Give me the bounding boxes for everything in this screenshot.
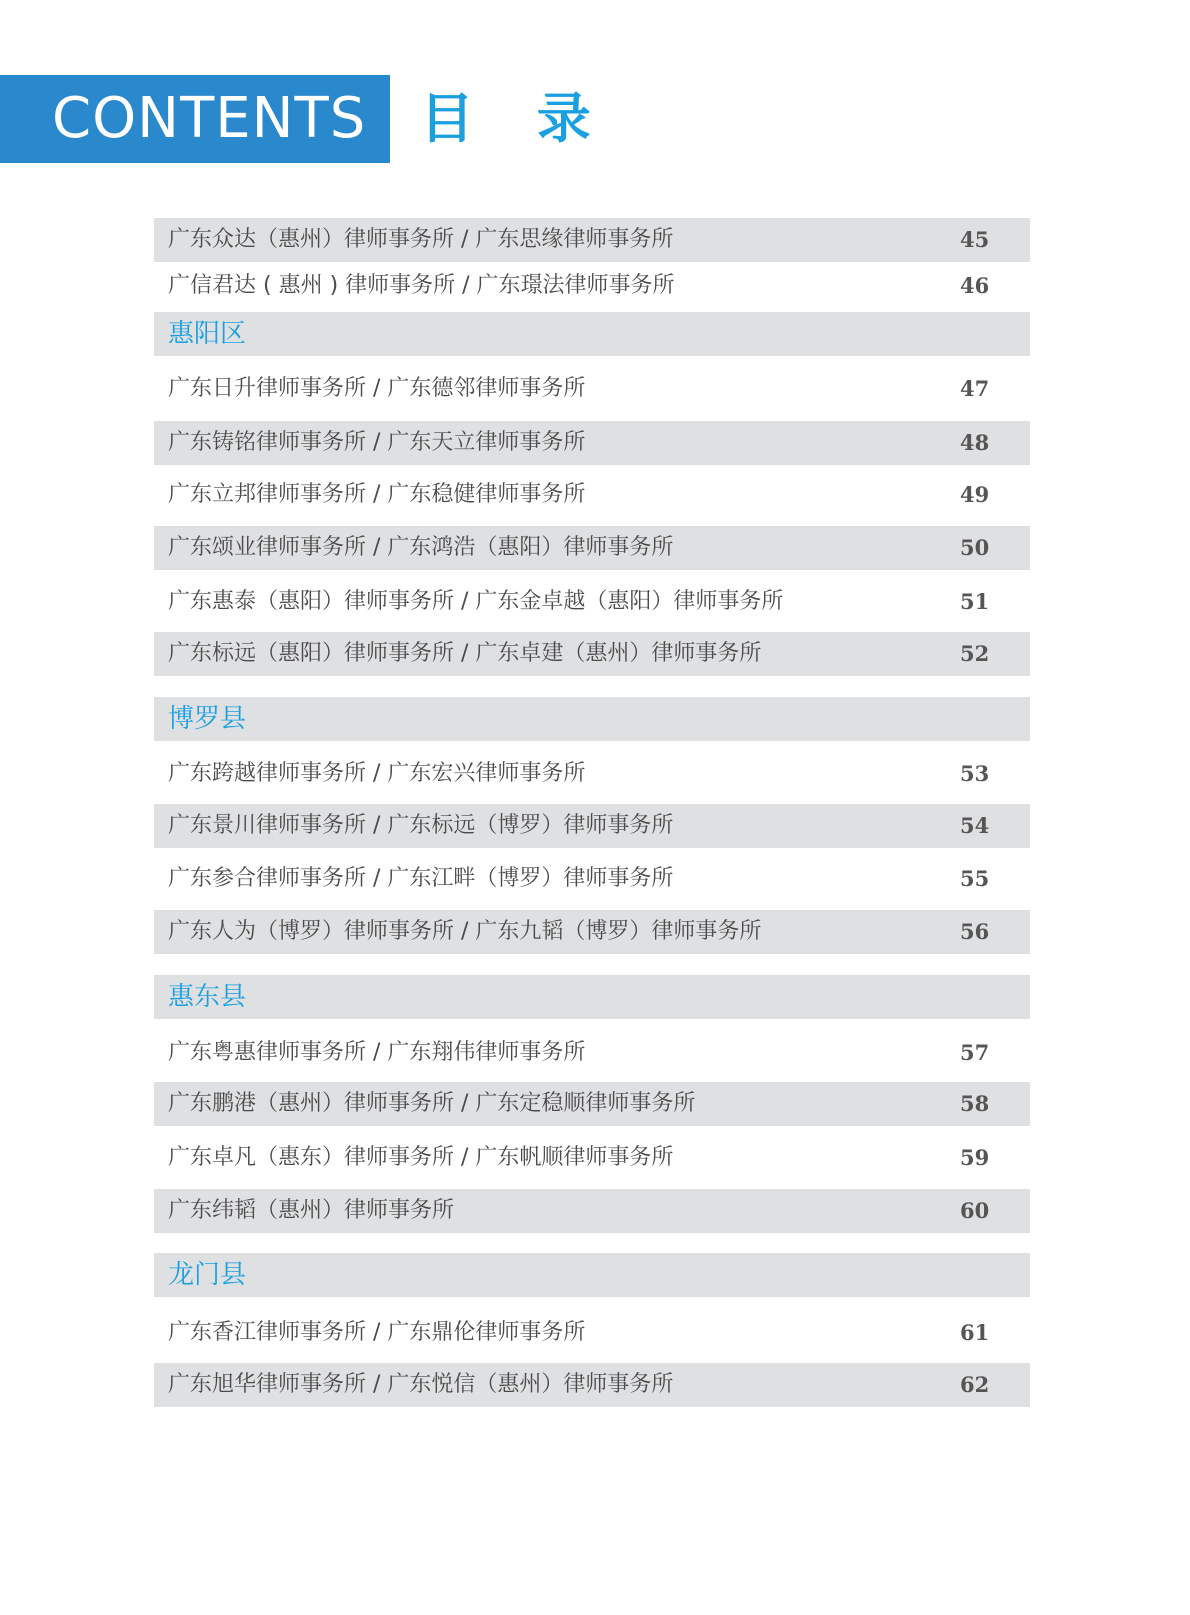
toc-entry-page: 50 (960, 535, 990, 560)
toc-entry-page: 57 (960, 1040, 990, 1065)
toc-entry[interactable] (154, 1311, 1030, 1355)
toc-entry-page: 59 (960, 1145, 990, 1170)
toc-entry-page: 47 (960, 376, 990, 401)
toc-section-header (154, 975, 1030, 1019)
toc-entry[interactable] (154, 526, 1030, 570)
toc-entry-page: 55 (960, 866, 990, 891)
toc-entry-name: 广东参合律师事务所 / 广东江畔（博罗）律师事务所 (168, 866, 674, 891)
toc-section-header (154, 697, 1030, 741)
toc-entry-name: 广信君达 ( 惠州 ) 律师事务所 / 广东璟法律师事务所 (168, 273, 675, 298)
toc-entry-page: 49 (960, 482, 990, 507)
toc-entry-page: 51 (960, 589, 990, 614)
section-title: 惠东县 (168, 982, 247, 1012)
toc-section-header (154, 312, 1030, 356)
section-title: 博罗县 (168, 704, 247, 734)
section-title: 龙门县 (168, 1260, 247, 1290)
toc-entry-page: 58 (960, 1091, 990, 1116)
toc-entry-name: 广东人为（博罗）律师事务所 / 广东九韬（博罗）律师事务所 (168, 919, 762, 944)
toc-entry[interactable] (154, 421, 1030, 465)
toc-entry[interactable] (154, 1189, 1030, 1233)
toc-entry[interactable] (154, 264, 1030, 308)
toc-entry[interactable] (154, 752, 1030, 796)
toc-entry-name: 广东铸铭律师事务所 / 广东天立律师事务所 (168, 430, 586, 455)
toc-entry[interactable] (154, 367, 1030, 411)
toc-entry[interactable] (154, 910, 1030, 954)
toc-entry-page: 45 (960, 227, 990, 252)
toc-entry-page: 56 (960, 919, 990, 944)
toc-entry-page: 61 (960, 1320, 990, 1345)
toc-entry-name: 广东惠泰（惠阳）律师事务所 / 广东金卓越（惠阳）律师事务所 (168, 589, 784, 614)
toc-entry-name: 广东香江律师事务所 / 广东鼎伦律师事务所 (168, 1320, 586, 1345)
toc-entry-name: 广东粤惠律师事务所 / 广东翔伟律师事务所 (168, 1040, 586, 1065)
toc-entry[interactable] (154, 1082, 1030, 1126)
toc-entry-name: 广东旭华律师事务所 / 广东悦信（惠州）律师事务所 (168, 1372, 674, 1397)
toc-entry-name: 广东鹏港（惠州）律师事务所 / 广东定稳顺律师事务所 (168, 1091, 696, 1116)
toc-entry-page: 53 (960, 761, 990, 786)
toc-entry-page: 62 (960, 1372, 990, 1397)
toc-entry-page: 48 (960, 430, 990, 455)
toc-entry[interactable] (154, 218, 1030, 262)
toc-entry[interactable] (154, 804, 1030, 848)
toc-entry[interactable] (154, 857, 1030, 901)
toc-entry-name: 广东卓凡（惠东）律师事务所 / 广东帆顺律师事务所 (168, 1145, 674, 1170)
toc-entry-name: 广东纬韬（惠州）律师事务所 (168, 1198, 455, 1223)
toc-entry-name: 广东众达（惠州）律师事务所 / 广东思缘律师事务所 (168, 227, 674, 252)
toc-entry[interactable] (154, 1136, 1030, 1180)
toc-entry[interactable] (154, 473, 1030, 517)
toc-entry-page: 54 (960, 813, 990, 838)
toc-entry-page: 46 (960, 273, 990, 298)
toc-section-header (154, 1253, 1030, 1297)
toc-entry-name: 广东景川律师事务所 / 广东标远（博罗）律师事务所 (168, 813, 674, 838)
contents-chinese-title: 目 录 (420, 87, 613, 150)
toc-entry[interactable] (154, 1031, 1030, 1075)
toc-entry-name: 广东跨越律师事务所 / 广东宏兴律师事务所 (168, 761, 586, 786)
contents-english-title: CONTENTS (52, 86, 367, 151)
toc-entry-name: 广东立邦律师事务所 / 广东稳健律师事务所 (168, 482, 586, 507)
toc-entry-name: 广东标远（惠阳）律师事务所 / 广东卓建（惠州）律师事务所 (168, 641, 762, 666)
toc-entry-name: 广东日升律师事务所 / 广东德邻律师事务所 (168, 376, 586, 401)
toc-entry-name: 广东颂业律师事务所 / 广东鸿浩（惠阳）律师事务所 (168, 535, 674, 560)
toc-entry[interactable] (154, 580, 1030, 624)
toc-entry[interactable] (154, 1363, 1030, 1407)
section-title: 惠阳区 (168, 319, 247, 349)
toc-entry[interactable] (154, 632, 1030, 676)
toc-entry-page: 60 (960, 1198, 990, 1223)
toc-entry-page: 52 (960, 641, 990, 666)
